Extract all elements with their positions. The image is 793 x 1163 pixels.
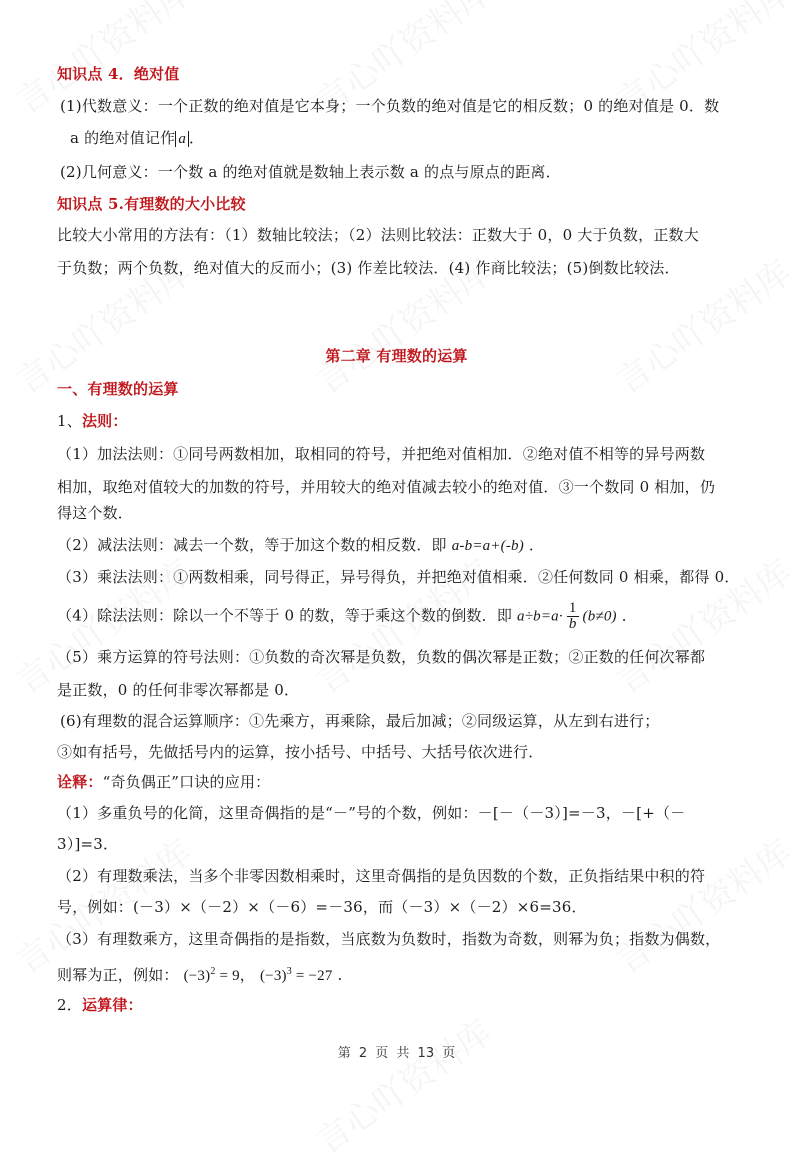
- rule4-formula: a÷b=a·: [517, 608, 563, 625]
- rule5-line2: 是正数，0 的任何非零次幂都是 0．: [57, 681, 300, 699]
- note1-line2: 3）]=3．: [57, 835, 119, 853]
- kp4-heading: 知识点 4．绝对值: [57, 65, 180, 83]
- laws-heading: [57, 995, 743, 1015]
- watermark: [304, 1006, 499, 1163]
- rule2: [57, 535, 743, 556]
- rules-heading: [57, 411, 743, 431]
- kp4-p1-line2: [70, 128, 743, 149]
- rule2-end: ．: [523, 536, 545, 554]
- rule6-line2: ③如有括号，先做括号内的运算，按小括号、中括号、大括号依次进行．: [57, 743, 544, 761]
- kp5-line1: 比较大小常用的方法有：（1）数轴比较法；（2）法则比较法：正数大于 0，0 大于负数，正数大: [57, 226, 699, 244]
- rule2-formula: a-b=a+(-b): [451, 538, 524, 554]
- ex2-exponent: 3: [286, 966, 292, 977]
- rule1-line1: （1）加法法则：①同号两数相加，取相同的符号，并把绝对值相加．②绝对值不相等的异号两数: [57, 445, 706, 463]
- rule2-text: （2）减法法则：减去一个数，等于加这个数的相反数．即: [57, 536, 452, 554]
- kp4-p1-prefix: a 的绝对值记作: [70, 129, 176, 147]
- rule6-line1: (6)有理数的混合运算顺序：①先乘方，再乘除，最后加减；②同级运算，从左到右进行；: [60, 712, 660, 730]
- chapter-title: 第二章 有理数的运算: [325, 347, 468, 365]
- note3-end: .: [332, 966, 343, 984]
- note1-line1: （1）多重负号的化简，这里奇偶指的是“－”号的个数，例如：－[－（－3）]=－3，－[+（－: [57, 804, 686, 822]
- note3-line2: [57, 962, 743, 986]
- power-example-1: [184, 968, 240, 984]
- power-example-2: [260, 968, 333, 984]
- rule5-line1: （5）乘方运算的符号法则：①负数的奇次幂是负数，负数的偶次幂是正数；②正数的任何次幂都: [57, 648, 706, 666]
- examples-separator: ，: [239, 966, 260, 984]
- note3-prefix: 则幂为正，例如：: [57, 966, 184, 984]
- kp4-p1-suffix: ．: [189, 129, 205, 147]
- note2-line1: （2）有理数乘法，当多个非零因数相乘时，这里奇偶指的是负因数的个数，正负指结果中积的符: [57, 867, 706, 885]
- rule1-line3: 得这个数．: [57, 504, 134, 522]
- kp4-p2: (2)几何意义：一个数 a 的绝对值就是数轴上表示数 a 的点与原点的距离．: [60, 163, 561, 181]
- rules-heading-number: 1、: [57, 412, 82, 430]
- note2-line2: 号，例如：(－3）×（－2）×（－6）=－36，而（－3）×（－2）×6=36．: [57, 898, 587, 916]
- reciprocal-fraction: [567, 601, 579, 632]
- fraction-numerator: 1: [568, 600, 577, 616]
- rule4-text: （4）除法法则：除以一个不等于 0 的数，等于乘这个数的倒数．即: [57, 606, 517, 625]
- note-heading: [57, 772, 743, 792]
- note-text: “奇负偶正”口诀的应用：: [102, 773, 271, 791]
- ex2-base: (−3): [259, 968, 287, 984]
- note3-line1: （3）有理数乘方，这里奇偶指的是指数，当底数为负数时，指数为奇数，则幂为负；指数为偶数，: [57, 930, 721, 948]
- note-label: 诠释：: [57, 773, 103, 791]
- rules-heading-label: 法则：: [81, 412, 128, 430]
- ex1-result: = 9: [215, 968, 240, 984]
- ex2-result: = −27: [291, 968, 333, 984]
- rule3: （3）乘法法则：①两数相乘，同号得正，异号得负，并把绝对值相乘．②任何数同 0 相乘，都得 0．: [57, 568, 740, 586]
- laws-heading-label: 运算律：: [81, 996, 143, 1014]
- kp5-heading: 知识点 5.有理数的大小比较: [57, 195, 246, 213]
- ex1-base: (−3): [183, 968, 211, 984]
- rule4-condition: (b≠0): [582, 608, 617, 625]
- kp4-p1-line1: (1)代数意义：一个正数的绝对值是它本身；一个负数的绝对值是它的相反数；0 的绝对值是 0．数: [60, 97, 720, 115]
- rule4-end: ．: [616, 606, 637, 625]
- laws-heading-number: 2．: [57, 996, 82, 1014]
- absolute-value-notation: a: [175, 131, 189, 147]
- kp5-line2: 于负数；两个负数，绝对值大的反而小；(3) 作差比较法．(4) 作商比较法；(5)倒数比较法．: [57, 259, 680, 277]
- section-heading: 一、有理数的运算: [57, 380, 179, 398]
- ex1-exponent: 2: [210, 966, 216, 977]
- rule4: [57, 601, 743, 632]
- fraction-denominator: b: [568, 616, 577, 632]
- page-number-footer: 第 2 页 共 13 页: [337, 1046, 456, 1061]
- rule1-line2: 相加，取绝对值较大的加数的符号，并用较大的绝对值减去较小的绝对值．③一个数同 0 相加，仍: [57, 478, 716, 496]
